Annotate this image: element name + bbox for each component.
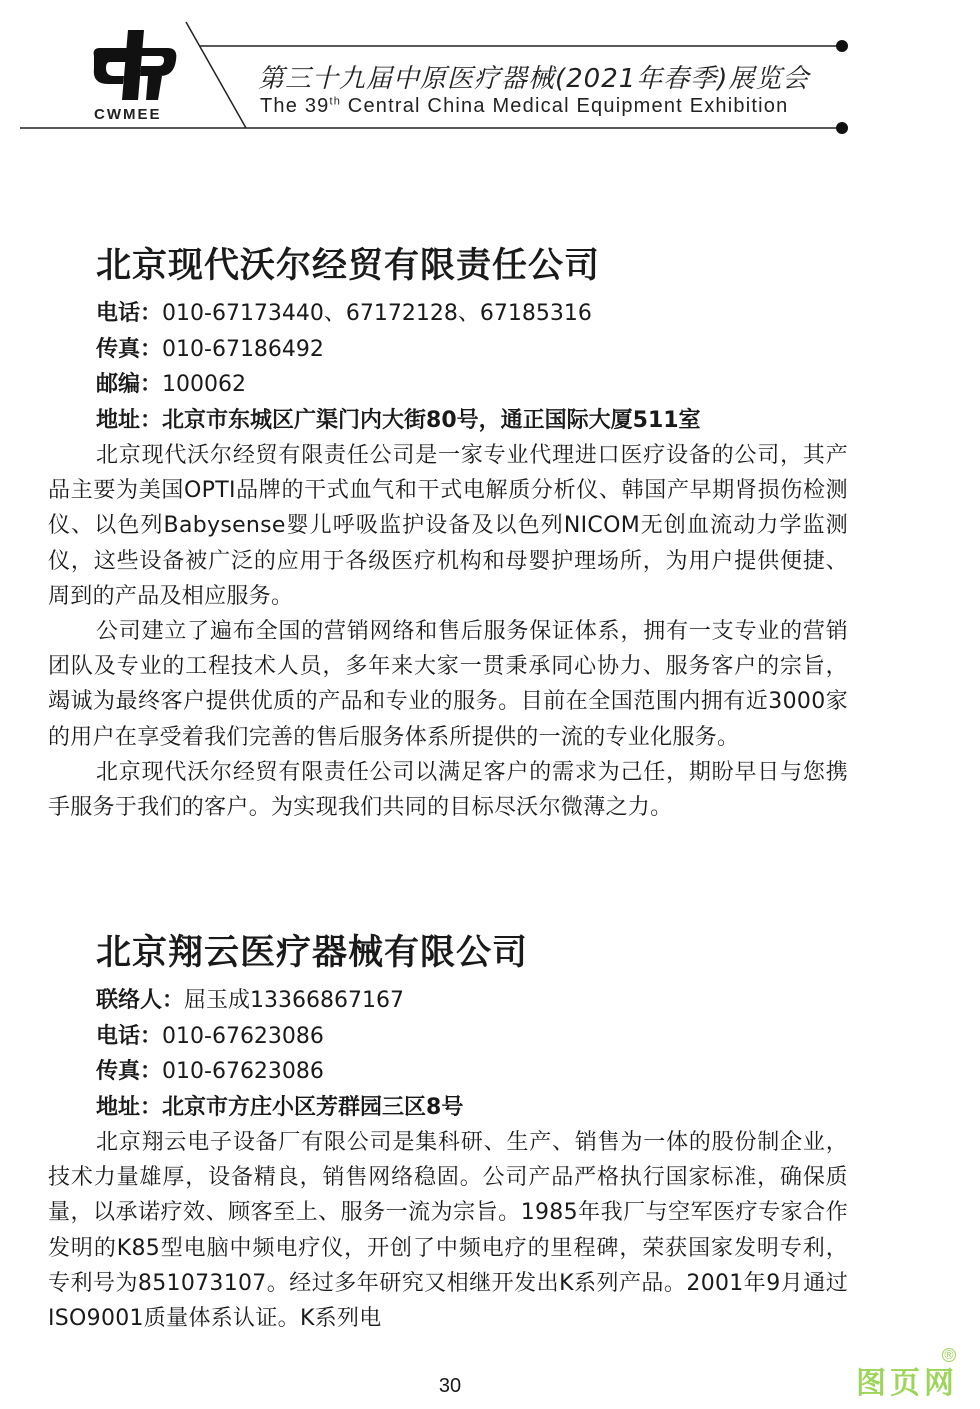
cwmee-logo-icon (88, 26, 180, 104)
company-name: 北京翔云医疗器械有限公司 (96, 933, 529, 973)
address-label: 地址： (96, 1094, 163, 1120)
description-paragraph: 北京现代沃尔经贸有限责任公司以满足客户的需求为己任，期盼早日与您携手服务于我们的客户。为实现我们共同的目标尽沃尔微薄之力。 (48, 759, 848, 821)
description-paragraph: 北京翔云电子设备厂有限公司是集科研、生产、销售为一体的股份制企业，技术力量雄厚，设备精良，销售网络稳固。公司产品严格执行国家标准，确保质量，以承诺疗效、顾客至上、服务一流为宗旨。1985年我厂与空军医疗专家合作发明的K85型电脑中频电疗仪，开创了中频电疗的里程碑，荣获国家发明专利，专利号为851073107。经过多年研究又相继开发出K系列产品。2001年9月通过ISO9001质量体系认证。K系列电 (48, 1130, 848, 1332)
description-paragraph: 公司建立了遍布全国的营销网络和售后服务保证体系，拥有一支专业的营销团队及专业的工程技术人员，多年来大家一贯秉承同心协力、服务客户的宗旨，竭诚为最终客户提供优质的产品和专业的服务。目前在全国范围内拥有近3000家的用户在享受着我们完善的售后服务体系所提供的一流的专业化服务。 (48, 619, 848, 750)
exhibition-title-en-post: Central China Medical Equipment Exhibition (341, 95, 789, 117)
fax-label: 传真： (96, 336, 163, 362)
phone-label: 电话： (96, 301, 163, 326)
zip-line (96, 367, 848, 403)
logo-text: CWMEE (94, 106, 162, 123)
company-listing-1 (48, 238, 848, 825)
registered-mark-icon: ® (943, 1348, 955, 1362)
fax-value: 010-67186492 (162, 336, 324, 362)
address-line (96, 1090, 848, 1126)
fax-label: 传真： (96, 1059, 163, 1084)
exhibition-title-en-pre: The 39 (260, 95, 330, 117)
watermark-text: 图页网 (856, 1366, 958, 1401)
fax-line (96, 332, 848, 368)
exhibition-title-en-sup: th (329, 95, 342, 108)
page-number: 30 (438, 1375, 462, 1397)
address-value: 北京市方庄小区芳群园三区8号 (162, 1094, 464, 1120)
fax-line (96, 1054, 848, 1090)
exhibition-title-cn: 第三十九届中原医疗器械(2021年春季)展览会 (258, 64, 810, 94)
company-listing-2 (48, 925, 848, 1336)
zip-value: 100062 (162, 372, 246, 397)
phone-line (96, 296, 848, 332)
watermark-logo (856, 1348, 966, 1401)
address-line (96, 403, 848, 439)
contact-label: 联络人： (96, 988, 185, 1013)
address-value: 北京市东城区广渠门内大街80号，通正国际大厦511室 (162, 407, 701, 433)
contact-line (96, 983, 848, 1019)
exhibition-title-en (260, 95, 788, 118)
phone-label: 电话： (96, 1023, 163, 1049)
contact-value: 屈玉成13366867167 (184, 988, 404, 1013)
phone-value: 010-67623086 (162, 1023, 324, 1049)
fax-value: 010-67623086 (162, 1059, 324, 1084)
description-paragraph: 北京现代沃尔经贸有限责任公司是一家专业代理进口医疗设备的公司，其产品主要为美国OPTI品牌的干式血气和干式电解质分析仪、韩国产早期肾损伤检测仪、以色列Babysense婴儿呼吸监护设备及以色列NICOM无创血流动力学监测仪，这些设备被广泛的应用于各级医疗机构和母婴护理场所，为用户提供便捷、周到的产品及相应服务。 (48, 443, 848, 609)
phone-value: 010-67173440、67172128、67185316 (162, 301, 592, 326)
address-label: 地址： (96, 407, 163, 433)
zip-label: 邮编： (96, 372, 163, 397)
page-header (0, 0, 980, 140)
company-name: 北京现代沃尔经贸有限责任公司 (96, 246, 601, 286)
phone-line (96, 1019, 848, 1055)
